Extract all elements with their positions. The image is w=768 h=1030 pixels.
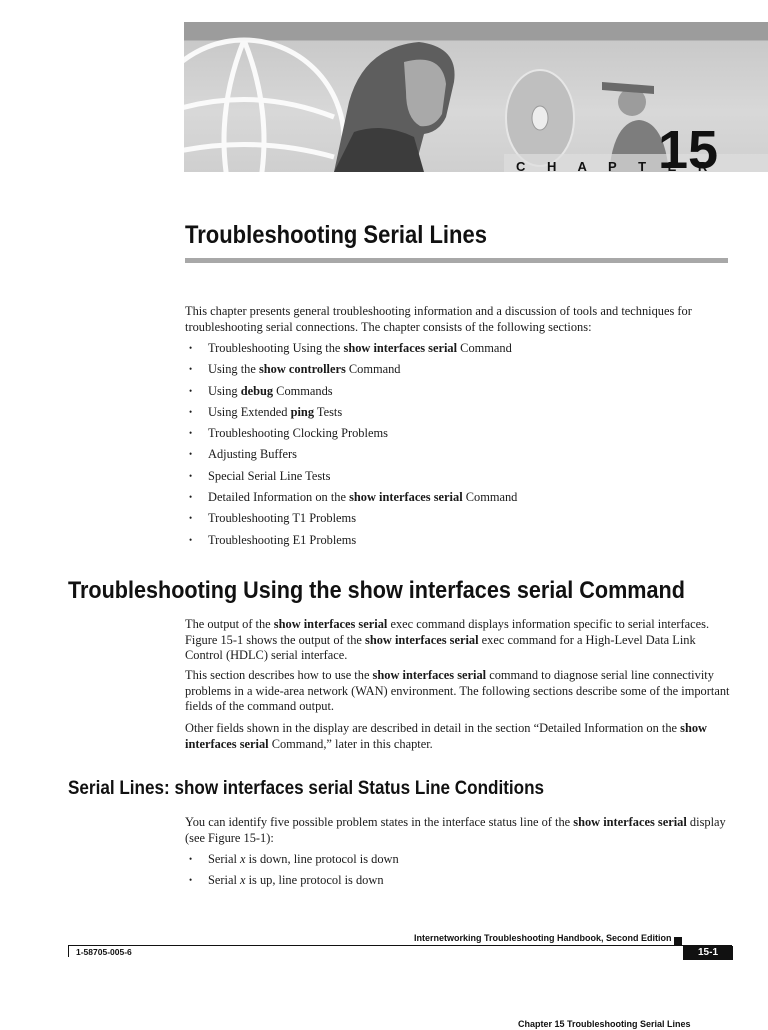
- next-page-running-header: Chapter 15 Troubleshooting Serial Lines: [518, 1019, 691, 1029]
- list-item: • Special Serial Line Tests: [185, 469, 730, 490]
- list-item: • Serial x is up, line protocol is down: [185, 873, 730, 894]
- cd-graphic: [506, 70, 574, 166]
- list-item: • Troubleshooting Clocking Problems: [185, 426, 730, 447]
- footer-book-title: Internetworking Troubleshooting Handbook, Second Edition: [414, 933, 672, 943]
- globe-graphic: [184, 40, 344, 172]
- list-item: • Using the show controllers Command: [185, 362, 730, 383]
- list-item: • Troubleshooting T1 Problems: [185, 511, 730, 532]
- person-silhouette: [334, 42, 455, 172]
- list-item: • Serial x is down, line protocol is down: [185, 852, 730, 873]
- list-item: • Detailed Information on the show interfaces serial Command: [185, 490, 730, 511]
- section1-paragraph-1: The output of the show interfaces serial exec command displays information specific to serial interfaces. Figure 15-1 shows the output of the show interfaces serial exec command for a High-Level Data Link Control (HDLC) serial interface.: [185, 617, 710, 662]
- page-number: 15-1: [683, 946, 733, 960]
- title-underline: [185, 258, 728, 263]
- list-item: • Using debug Commands: [185, 384, 730, 405]
- footer-rule: [68, 945, 732, 946]
- section-heading: Troubleshooting Using the show interfaces serial Command: [68, 577, 685, 604]
- intro-paragraph: This chapter presents general troubleshooting information and a discussion of tools and techniques for troubleshooting serial connections. The chapter consists of the following sections:: [185, 304, 692, 334]
- footer-tick: [68, 945, 69, 957]
- list-item: • Troubleshooting E1 Problems: [185, 533, 730, 554]
- footer-marker: [674, 937, 682, 945]
- status-conditions-list: [185, 852, 730, 895]
- chapter-sections-list: [185, 341, 730, 554]
- chapter-title: Troubleshooting Serial Lines: [185, 221, 487, 249]
- list-item: • Adjusting Buffers: [185, 447, 730, 468]
- section1-paragraph-2: This section describes how to use the show interfaces serial command to diagnose serial line connectivity problems in a wide-area network (WAN) environment. The following sections describe some of the important fields of the command output.: [185, 668, 730, 713]
- chapter-label: C H A P T E R: [516, 159, 717, 174]
- subsection-heading: Serial Lines: show interfaces serial Status Line Conditions: [68, 778, 545, 799]
- chapter-number: 15: [658, 120, 719, 180]
- section2-paragraph-1: You can identify five possible problem states in the interface status line of the show interfaces serial display (see Figure 15-1):: [185, 815, 726, 845]
- list-item: • Using Extended ping Tests: [185, 405, 730, 426]
- list-item: • Troubleshooting Using the show interfaces serial Command: [185, 341, 730, 362]
- section1-paragraph-3: Other fields shown in the display are described in detail in the section “Detailed Information on the show interfaces serial Command,” later in this chapter.: [185, 721, 707, 751]
- footer-isbn: 1-58705-005-6: [76, 947, 132, 957]
